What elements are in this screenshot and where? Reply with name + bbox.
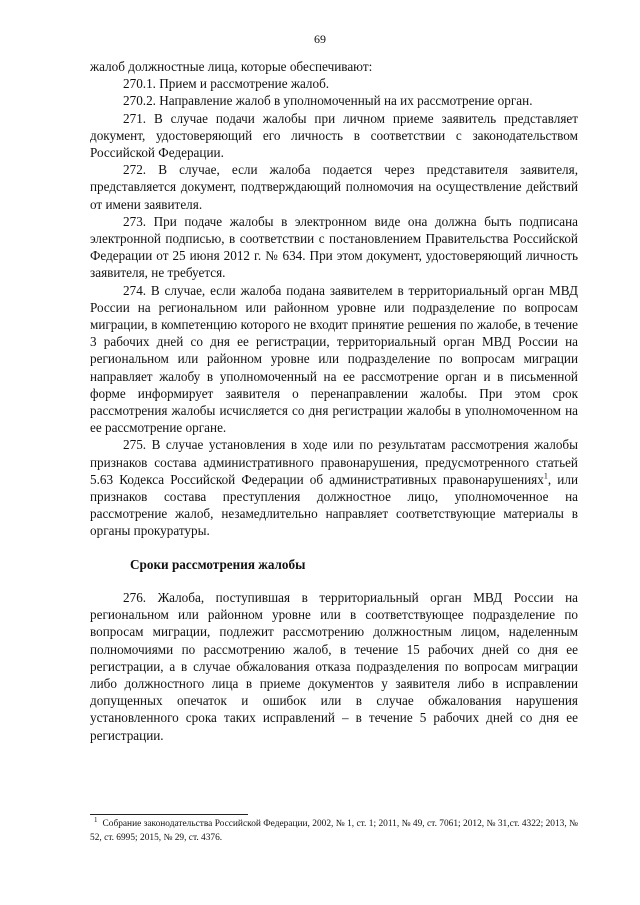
paragraph-270-1: 270.1. Прием и рассмотрение жалоб. <box>123 76 330 92</box>
footnote-reference: 1 <box>543 471 548 481</box>
footnote-divider <box>90 814 248 815</box>
paragraph-271: 271. В случае подачи жалобы при личном приеме заявитель представляет документ, удостоверяющий его личность в соответствии с законодательством Российской Федерации. <box>90 110 578 161</box>
footnote-text: Собрание законодательства Российской Федерации, 2002, № 1, ст. 1; 2011, № 49, ст. 7061; 2012, № 31,ст. 4322; 2013, № 52, ст. 6995; 2015, № 29, ст. 4376. <box>90 819 578 843</box>
paragraph-275-text-after: , или признаков состава преступления должностное лицо, уполномоченное на рассмотрение жалоб, незамедлительно направляет соответствующие материалы в органы прокуратуры. <box>90 471 578 539</box>
footnote <box>90 815 578 845</box>
paragraph-274: 274. В случае, если жалоба подана заявителем в территориальный орган МВД России на региональном или районном уровне или подразделение по вопросам миграции, в компетенцию которого не входит принятие решения по жалобе, в течение 3 рабочих дней со дня ее регистрации, территориальный орган МВД России на региональном или районном уровне или подразделение по вопросам миграции направляет жалобу в уполномоченный на ее рассмотрение орган и в письменной форме информирует заявителя о перенаправлении жалобы. При этом срок рассмотрения жалобы исчисляется со дня регистрации жалобы в уполномоченном на ее рассмотрение органе. <box>90 282 578 436</box>
page-number: 69 <box>314 32 326 46</box>
paragraph-275-text-before: 275. В случае установления в ходе или по результатам рассмотрения жалобы признаков состава административного правонарушения, предусмотренного статьей 5.63 Кодекса Российской Федерации об административных правонарушениях <box>90 437 578 487</box>
paragraph-273: 273. При подаче жалобы в электронном виде она должна быть подписана электронной подписью, в соответствии с постановлением Правительства Российской Федерации от 25 июня 2012 г. № 634. При этом документ, удостоверяющий личность заявителя, не требуется. <box>90 213 578 281</box>
paragraph-270-intro: жалоб должностные лица, которые обеспечивают: <box>90 59 373 74</box>
paragraph-272: 272. В случае, если жалоба подается через представителя заявителя, представляется документ, подтверждающий полномочия на осуществление действий от имени заявителя. <box>90 162 578 212</box>
footnote-mark: 1 <box>94 815 98 824</box>
paragraph-275 <box>90 436 578 539</box>
body-text <box>90 58 578 744</box>
paragraph-270-2: 270.2. Направление жалоб в уполномоченный на их рассмотрение орган. <box>123 93 533 109</box>
section-heading: Сроки рассмотрения жалобы <box>130 556 306 572</box>
paragraph-276: 276. Жалоба, поступившая в территориальный орган МВД России на региональном или районном уровне или в соответствующее подразделение по вопросам миграции, подлежит рассмотрению должностным лицом, наделенным полномочиями по рассмотрению жалоб, в течение 15 рабочих дней со дня ее регистрации, а в случае обжалования отказа подразделения по вопросам миграции либо должностного лица в приеме документов у заявителя либо в исправлении допущенных опечаток и ошибок или в случае обжалования нарушения установленного срока таких исправлений – в течение 5 рабочих дней со дня ее регистрации. <box>90 589 578 743</box>
